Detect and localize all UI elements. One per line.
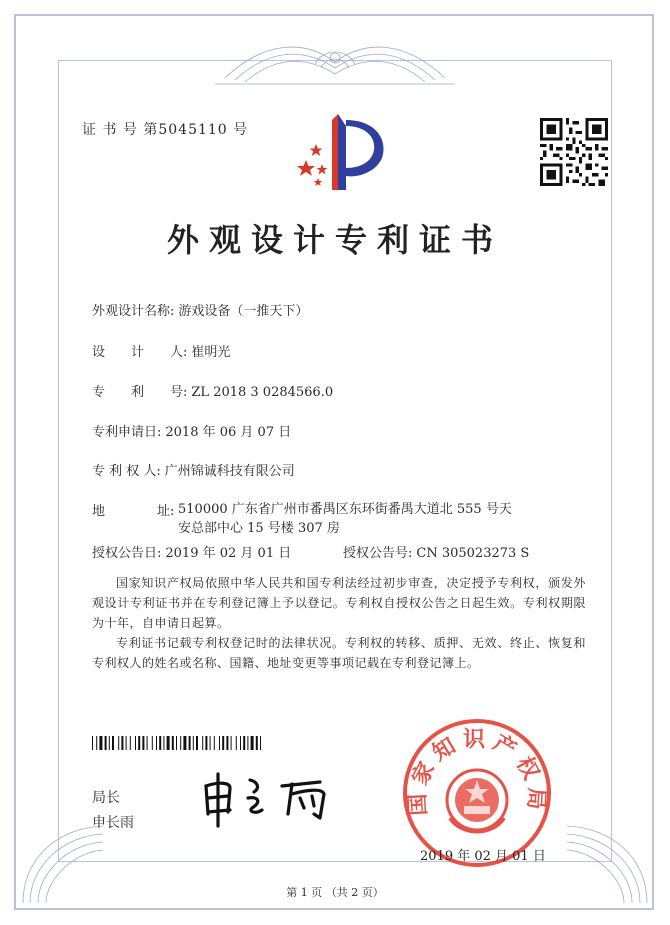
design-name-value: 游戏设备（一推天下）	[178, 304, 309, 319]
address-value: 510000 广东省广州市番禺区东环街番禺大道北 555 号天安总部中心 15 号楼 307 房	[178, 502, 512, 536]
qr-code[interactable]	[540, 118, 608, 186]
design-name-label: 外观设计名称:	[92, 304, 175, 319]
address-label: 地 址:	[92, 504, 175, 519]
seal-date: 2019 年 02 月 01 日	[420, 849, 546, 864]
grant-statement-paragraph: 国家知识产权局依照中华人民共和国专利法经过初步审查，决定授予专利权，颁发外观设计专利证书并在专利登记簿上予以登记。专利权自授权公告之日起生效。专利权期限为十年，自申请日起算。	[92, 576, 586, 630]
patentee-value: 广州锦诚科技有限公司	[164, 464, 295, 479]
signatory-name: 申长雨	[92, 815, 134, 831]
patent-number-value: ZL 2018 3 0284566.0	[191, 385, 334, 400]
patent-number-row	[92, 381, 333, 400]
grant-date-row	[92, 542, 291, 561]
legal-status-paragraph: 专利证书记载专利权登记时的法律状况。专利权的转移、质押、无效、终止、恢复和专利权人的姓名或名称、国籍、地址变更等事项记载在专利登记簿上。	[92, 636, 586, 670]
certificate-number: 证 书 号 第5045110 号	[82, 122, 249, 138]
patent-office-logo	[292, 110, 396, 194]
barcode	[92, 736, 264, 750]
page-number: 第 1 页 （共 2 页）	[286, 886, 384, 899]
grant-number-row	[343, 542, 529, 561]
grant-date-label: 授权公告日:	[92, 546, 162, 561]
signatory-title: 局长	[92, 790, 120, 806]
grant-number-label: 授权公告号:	[343, 546, 413, 561]
grant-number-value: CN 305023273 S	[416, 546, 530, 561]
designer-label: 设 计 人:	[92, 345, 188, 360]
address-row	[92, 500, 174, 519]
svg-text:国家知识产权局: 国家知识产权局	[405, 727, 549, 817]
designer-value: 崔明光	[191, 345, 231, 360]
page-title: 外观设计专利证书	[166, 221, 503, 259]
filing-date-row	[92, 421, 291, 440]
filing-date-label: 专利申请日:	[92, 425, 162, 440]
filing-date-value: 2018 年 06 月 07 日	[165, 425, 292, 440]
patentee-label: 专 利 权 人:	[92, 464, 161, 479]
patentee-row	[92, 460, 295, 479]
patent-number-label: 专 利 号:	[92, 385, 188, 400]
designer-row	[92, 341, 230, 360]
grant-date-value: 2019 年 02 月 01 日	[165, 546, 292, 561]
top-ornament	[215, 38, 455, 90]
handwritten-signature	[196, 768, 346, 828]
design-name-row	[92, 300, 308, 319]
